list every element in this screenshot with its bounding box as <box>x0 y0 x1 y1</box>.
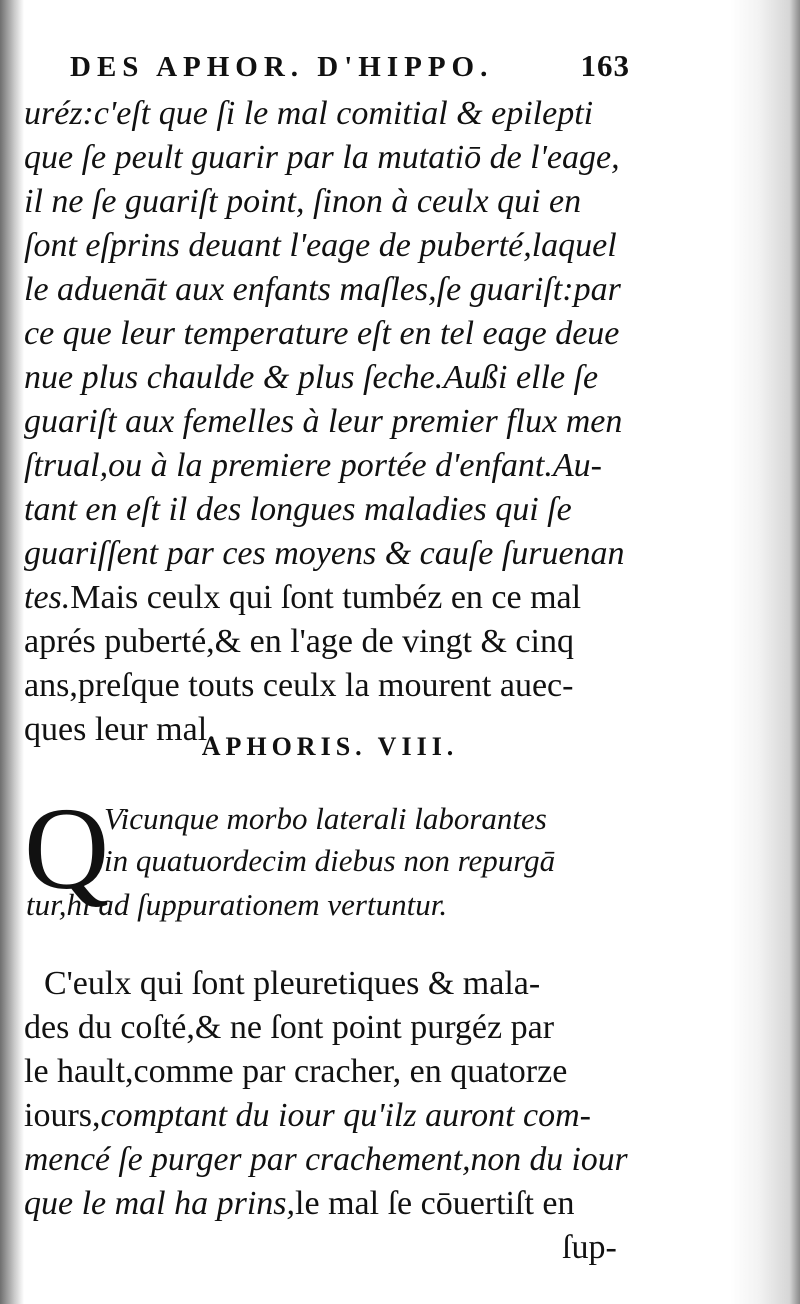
text-line: il ne ſe guariſt point, ſinon à ceulx qui en <box>24 183 582 220</box>
text-span-italic: tes. <box>24 579 71 616</box>
latin-line: in quatuordecim diebus non repurgā <box>104 843 556 878</box>
text-line: ques leur mal. <box>24 711 216 748</box>
text-line: guariſt aux femelles à leur premier flux men <box>24 403 623 440</box>
page-header <box>70 48 630 84</box>
text-span-roman: le mal ſe cōuertiſt en <box>295 1185 575 1222</box>
text-line: tant en eſt il des longues maladies qui ſe <box>24 491 572 528</box>
text-line: que ſe peult guarir par la mutatiō de l'eage, <box>24 139 620 176</box>
text-line: ans,preſque touts ceulx la mourent auec- <box>24 667 574 704</box>
text-line: le hault,comme par cracher, en quatorze <box>24 1053 568 1090</box>
text-line: uréz:c'eſt que ſi le mal comitial & epilepti <box>24 95 594 132</box>
latin-line: Vicunque morbo laterali laborantes <box>104 801 547 836</box>
text-line: ſont eſprins deuant l'eage de puberté,laquel <box>24 227 617 264</box>
aphorism-heading: APHORIS. VIII. <box>201 732 459 761</box>
text-line <box>24 1182 628 1226</box>
text-span-roman: iours, <box>24 1097 101 1134</box>
catchword: ſup- <box>562 1229 617 1266</box>
text-line: des du coſté,& ne ſont point purgéz par <box>24 1009 555 1046</box>
text-line: mencé ſe purger par crachement,non du iour <box>24 1141 628 1178</box>
latin-line: tur,hi ad ſuppurationem vertuntur. <box>26 887 448 922</box>
text-line <box>24 576 628 620</box>
text-line: C'eulx qui ſont pleuretiques & mala- <box>44 965 541 1002</box>
text-line: ſtrual,ou à la premiere portée d'enfant.Au- <box>24 447 602 484</box>
text-span-roman: Mais ceulx qui ſont tumbéz en ce mal <box>70 579 582 616</box>
text-line: guariſſent par ces moyens & cauſe ſuruenan <box>24 535 625 572</box>
text-span-italic: que le mal ha prins, <box>24 1185 296 1222</box>
text-line: aprés puberté,& en l'age de vingt & cinq <box>24 623 574 660</box>
text-line: nue plus chaulde & plus ſeche.Außi elle ſe <box>24 359 599 396</box>
text-line: ce que leur temperature eſt en tel eage deue <box>24 315 620 352</box>
page-number: 163 <box>580 48 630 83</box>
text-line <box>24 1094 628 1138</box>
text-span-italic: comptant du iour qu'ilz auront com- <box>100 1097 591 1134</box>
running-title: DES APHOR. D'HIPPO. <box>70 51 494 83</box>
drop-cap: Q <box>24 783 110 914</box>
text-line: le aduenāt aux enfants maſles,ſe guariſt:par <box>24 271 621 308</box>
